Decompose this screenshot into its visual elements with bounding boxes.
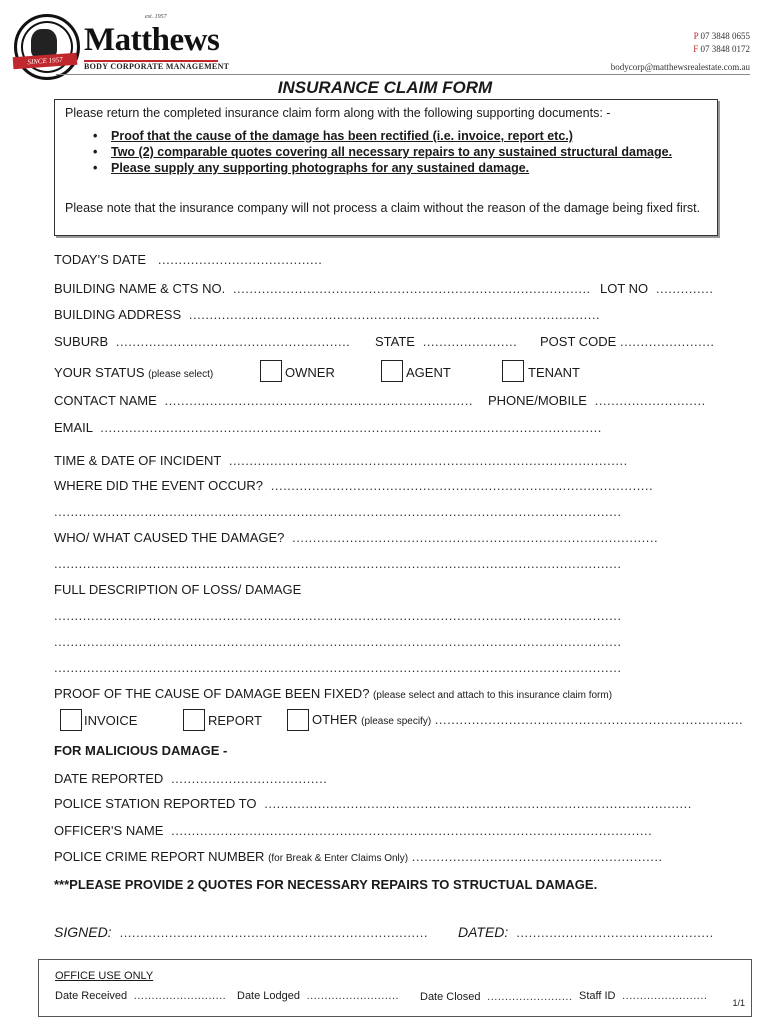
lot-no-label: LOT NO [600, 281, 649, 296]
post-code-field[interactable]: ....................... [619, 334, 715, 349]
incident-time-label: TIME & DATE OF INCIDENT [54, 453, 222, 468]
instructions-intro: Please return the completed insurance claim form along with the following supporting documents: - [65, 106, 611, 120]
fax-number: 07 3848 0172 [700, 44, 750, 54]
instructions-note: Please note that the insurance company will not process a claim without the reason of the damage being fixed first. [65, 201, 701, 215]
date-closed-label: Date Closed [420, 991, 481, 1003]
cause-line-2[interactable]: .......................................................................................................................................... [54, 556, 622, 571]
event-location-field[interactable]: ............................................................................................. [266, 478, 654, 493]
tenant-checkbox[interactable] [502, 360, 524, 382]
officer-name-row [54, 823, 652, 838]
owner-label: OWNER [285, 365, 335, 380]
contact-email: bodycorp@matthewsrealestate.com.au [610, 62, 750, 72]
description-line-2[interactable]: .......................................................................................................................................... [54, 634, 622, 649]
suburb-field[interactable]: ......................................................... [111, 334, 351, 349]
date-lodged-field[interactable]: .......................... [303, 990, 400, 1002]
date-reported-field[interactable]: ...................................... [166, 771, 328, 786]
other-checkbox[interactable] [287, 709, 309, 731]
other-hint: (please specify) [361, 716, 432, 727]
staff-id-field[interactable]: ........................ [618, 990, 708, 1002]
office-use-box [38, 959, 752, 1017]
brand-subtitle: BODY CORPORATE MANAGEMENT [84, 62, 230, 71]
email-field[interactable]: .......................................................................................................................... [96, 420, 602, 435]
incident-time-field[interactable]: ................................................................................................. [224, 453, 628, 468]
todays-date-label: TODAY'S DATE [54, 252, 147, 267]
state-field[interactable]: ....................... [418, 334, 518, 349]
post-code-row [540, 334, 715, 349]
cause-label: WHO/ WHAT CAUSED THE DAMAGE? [54, 530, 285, 545]
company-seal-logo [14, 14, 80, 80]
email-label: EMAIL [54, 420, 93, 435]
lot-no-field[interactable]: .............. [651, 281, 714, 296]
signed-label: SIGNED: [54, 924, 112, 940]
phone-letter: P [693, 31, 699, 41]
building-address-row [54, 307, 600, 322]
building-address-field[interactable]: .................................................................................................... [184, 307, 601, 322]
state-label: STATE [375, 334, 415, 349]
status-label: YOUR STATUS [54, 365, 145, 380]
other-label: OTHER [312, 712, 358, 727]
lot-no-row [600, 281, 713, 296]
suburb-label: SUBURB [54, 334, 109, 349]
agent-label: AGENT [406, 365, 451, 380]
proof-fixed-row [54, 686, 612, 701]
brand-name: Matthews [84, 22, 220, 58]
report-label: REPORT [208, 713, 262, 728]
phone-mobile-field[interactable]: ........................... [590, 393, 706, 408]
date-received-label: Date Received [55, 990, 128, 1002]
date-closed-field[interactable]: ........................ [483, 991, 573, 1003]
building-address-label: BUILDING ADDRESS [54, 307, 182, 322]
cause-field[interactable]: ......................................................................................... [288, 530, 659, 545]
phone-mobile-label: PHONE/MOBILE [488, 393, 587, 408]
police-station-row [54, 796, 692, 811]
police-station-field[interactable]: ........................................................................................................ [260, 796, 692, 811]
description-label: FULL DESCRIPTION OF LOSS/ DAMAGE [54, 582, 302, 597]
building-name-row [54, 281, 591, 296]
event-location-line-2[interactable]: .......................................................................................................................................... [54, 504, 622, 519]
description-line-1[interactable]: .......................................................................................................................................... [54, 608, 622, 623]
contact-name-label: CONTACT NAME [54, 393, 157, 408]
page-number: 1/1 [732, 998, 745, 1008]
requirement-item: • Two (2) comparable quotes covering all necessary repairs to any sustained structural damage. [93, 145, 673, 159]
form-title: INSURANCE CLAIM FORM [277, 78, 493, 97]
header-rule [56, 74, 750, 75]
seal-band: SINCE 1957 [13, 53, 78, 69]
status-row [54, 365, 213, 380]
status-hint: (please select) [148, 369, 214, 380]
date-reported-label: DATE REPORTED [54, 771, 164, 786]
date-received-field[interactable]: .......................... [130, 990, 227, 1002]
date-received-row [55, 990, 226, 1002]
police-station-label: POLICE STATION REPORTED TO [54, 796, 257, 811]
other-field[interactable]: ........................................................................... [434, 712, 744, 727]
dated-label: DATED: [458, 924, 509, 940]
staff-id-row [579, 990, 707, 1002]
cause-row [54, 530, 658, 545]
police-report-hint: (for Break & Enter Claims Only) [268, 853, 409, 864]
fax-letter: F [693, 44, 699, 54]
malicious-heading: FOR MALICIOUS DAMAGE - [54, 743, 228, 758]
event-location-label: WHERE DID THE EVENT OCCUR? [54, 478, 263, 493]
police-report-label: POLICE CRIME REPORT NUMBER [54, 849, 265, 864]
instructions-box [54, 99, 718, 236]
invoice-label: INVOICE [84, 713, 138, 728]
owner-checkbox[interactable] [260, 360, 282, 382]
date-reported-row [54, 771, 327, 786]
quotes-notice: ***PLEASE PROVIDE 2 QUOTES FOR NECESSARY REPAIRS TO STRUCTUAL DAMAGE. [54, 877, 598, 892]
office-use-title: OFFICE USE ONLY [55, 970, 154, 982]
requirement-item: • Please supply any supporting photographs for any sustained damage. [93, 161, 530, 175]
building-name-field[interactable]: ....................................................................................... [228, 281, 591, 296]
building-name-label: BUILDING NAME & CTS NO. [54, 281, 226, 296]
date-closed-row [420, 991, 573, 1003]
phone-mobile-row [488, 393, 706, 408]
signature-field[interactable]: ........................................................................... [115, 925, 428, 940]
incident-time-row [54, 453, 628, 468]
phone-number: 07 3848 0655 [700, 31, 750, 41]
event-location-row [54, 478, 653, 493]
staff-id-label: Staff ID [579, 990, 616, 1002]
proof-fixed-hint: (please select and attach to this insurance claim form) [373, 690, 613, 701]
proof-fixed-label: PROOF OF THE CAUSE OF DAMAGE BEEN FIXED? [54, 686, 370, 701]
requirements-list [93, 128, 693, 176]
suburb-row [54, 334, 350, 349]
tenant-label: TENANT [528, 365, 580, 380]
fax-line [693, 44, 750, 54]
requirement-item: • Proof that the cause of the damage has been rectified (i.e. invoice, report etc.) [93, 129, 573, 143]
date-lodged-row [237, 990, 399, 1002]
state-row [375, 334, 517, 349]
contact-name-field[interactable]: ........................................................................... [160, 393, 473, 408]
email-row [54, 420, 602, 435]
todays-date-field[interactable]: ........................................ [149, 252, 323, 267]
post-code-label: POST CODE [540, 334, 617, 349]
todays-date-row [54, 252, 322, 267]
officer-name-label: OFFICER'S NAME [54, 823, 164, 838]
agent-checkbox[interactable] [381, 360, 403, 382]
phone-line [694, 31, 750, 41]
dated-field[interactable]: ................................................ [512, 925, 714, 940]
police-report-row [54, 849, 663, 864]
signed-row [54, 924, 428, 940]
contact-name-row [54, 393, 473, 408]
officer-name-field[interactable]: ..................................................................................................................... [167, 823, 653, 838]
date-lodged-label: Date Lodged [237, 990, 300, 1002]
description-line-3[interactable]: .......................................................................................................................................... [54, 660, 622, 675]
dated-row [458, 924, 714, 940]
invoice-checkbox[interactable] [60, 709, 82, 731]
brand-tagline: est. 1957 [145, 14, 167, 20]
other-row [312, 712, 743, 727]
report-checkbox[interactable] [183, 709, 205, 731]
police-report-field[interactable]: ............................................................. [411, 849, 663, 864]
